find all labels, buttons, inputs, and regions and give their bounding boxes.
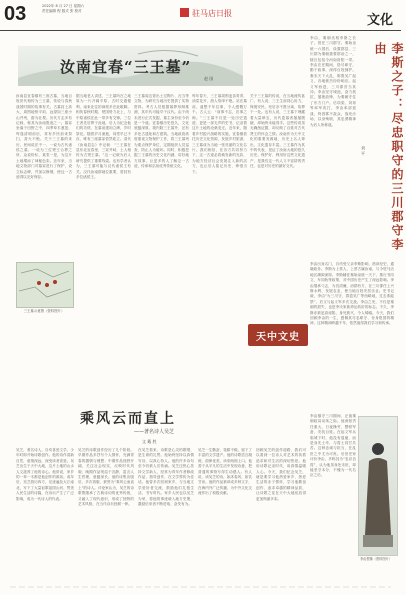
section-title: 文化 (366, 13, 393, 28)
right-col-3: 李由镇守三川期间，正值秦朝政局动荡之际。他深知责任重大，日夜操劳，整顿军备，安抚百姓。在起义军兵临城下时，他没有退缩，而是身先士卒，与将士同甘共苦。这种忠诚与担当，在乱世之中尤为可贵。后世史家评价李由，多称其为“忠臣良将”，认为他虽身处末世，却能坚守本分，不愧为一代名臣之后。 (310, 414, 356, 478)
footer-ornament (0, 583, 401, 591)
page-number: 03 (4, 3, 27, 25)
lead-title: 汝南宜春“三王墓” (60, 58, 192, 76)
masthead-title: 驻马店日报 (192, 9, 232, 18)
lead-col-5: 关于三王墓的传说，在当地流传甚广。有人说，三王生前同心协力，保境安民，死后亦不愿分离，故葬于一处。也有人说，三王墓下埋藏着大量珍宝，历代盗墓者屡屡觊觎，却始终未能得手。这些传说虽无确凿证据，却反映了百姓对古代贤王的怀念之情。汝南作为天中文化的重要发源地，历史上名人辈出，文化遗存丰富。三王墓作为其中的代表，见证了汝南大地的悠久历史。保护好、利用好这些文化遗产，是我们这一代人义不容辞的责任，也是对历史的最好交代。 (250, 94, 305, 169)
section-badge (248, 324, 308, 346)
feature-col-5: 回顾吴芝的创作道路，我们可以看到一位诗人对艺术的执着追求和对生活的深切热爱。他用诗歌记录时代，用真情温暖人心。今天，我们纪念吴芝，就是要学习他热爱家乡、热爱生活的赤子情怀，学习他勤奋创作、追求卓越的精神品质，让诗歌之花在天中大地绽放得更加绚丽多彩。 (256, 448, 306, 501)
feature-col-4: 吴芝一生勤奋，笔耕不辍，留下了丰富的文学遗产。他的诗歌语言凝练，韵律优美，读来朗朗上口。他善于从平凡的生活中发现诗意，把普通的事物写得生动感人。有人说，读吴芝的诗，如沐春风，如饮甘泉。他的作品被译成多种文字，在海内外广泛传播，为中外文化交流作出了积极贡献。 (198, 448, 252, 496)
issue-date-line: 2022年 8 月 27 日 星期六 (42, 4, 85, 8)
right-photo (358, 416, 398, 556)
lead-col-3: 三王墓周边曾出土过陶片、瓦当等文物，为研究当地历史提供了实物资料。考古人员根据墓葬形制推测，其年代可能早于汉代。由于尚未进行正式发掘，墓主身份至今仍是一个谜。宜春镇历史悠久，文化底蕴深厚，境内除三王墓外，还有多处古遗址和古建筑。当地政府高度重视文物保护工作，将三王墓列为重点保护单位，定期组织人员巡查，防止人为破坏。同时，积极挖掘三王墓的历史文化内涵，讲好地方故事，让更多的人了解这一古迹，传承和弘扬优秀传统文化。 (134, 94, 189, 169)
right-byline: 刘 平 (361, 146, 366, 156)
lead-title-banner (18, 46, 243, 86)
feature-title: 乘风云而直上 (80, 411, 176, 427)
issue-date (42, 4, 84, 14)
editor-line: 责任编辑 程 版式 张 校对 (42, 9, 82, 13)
masthead-logo (180, 4, 236, 16)
page-header (0, 0, 401, 31)
feature-subtitle: ——著名诗人吴芝 (134, 429, 175, 435)
lead-map (16, 262, 74, 308)
section-badge-label: 天中文史 (256, 332, 300, 343)
lead-col-2: 据当地老人讲述，三王墓所在之地原为一片开阔平原，古时交通便利，南来北往的商旅多在此歇脚。相传春秋时期，楚国势力北上，与中原诸侯在此一带多有交锋。三位王者先后葬于此地，后人为纪念他们的功绩，在墓前建祠立碑，岁时祭祀。随着岁月流逝，祠堂早已不存，唯有三座墓冢依然屹立。清代《汝南县志》中记载：“三王墓在县东北宜春里，三冢并峙，土人相传为古贤王墓。”这一记载为后人研究提供了重要线索。也有学者认为，三王墓可能与汉代诸侯王有关。汉代汝南郡地位重要，曾封有多位诸侯王。 (76, 94, 131, 180)
lead-col-1: 汝南县宜春镇有三座古墓，当地百姓世代相传为三王墓，传说与春秋战国时期的故事有关。古墓封土高大，周围地势平坦，远望如三座小山并列，蔚为壮观。历代方志多有记载，称其为汝南胜迹之一。墓冢坐落于田野之中，四季草木葱茏，每逢清明前后，常有乡民前来祭扫，香火不绝。关于三王墓的来历，民间说法不一，一说为古代诸侯之墓，一说为三位贤王合葬之所，众说纷纭，莫衷一是，为这片土地增添了神秘色彩。近年来，当地文物部门对墓冢进行了保护，设立标志碑，并加以修缮，使这一古迹得以完好保存。 (16, 94, 72, 180)
page-footer (0, 576, 401, 584)
statue-icon (359, 417, 397, 555)
feature-col-3: 在吴芝看来，诗歌是心灵的歌唱，是生命的礼赞。他始终坚持以真情写诗，以真心待人。他的许多诗句至今仍被人们传诵。吴芝还热心扶持文学新人，经常为青年作者修改作品，指导创作，在文学界传为佳话。他曾多次回到家乡，与当地文学爱好者交流，鼓励他们扎根生活，书写时代。家乡人民也以吴芝为荣，将他的事迹载入地方史册，激励后来者不断进取，奋发有为。 (138, 448, 194, 507)
map-caption: 三王墓示意图（资料图片） (23, 309, 65, 313)
feature-col-1: 吴芝，著名诗人，自幼喜爱文学，少年时即开始诗歌创作。他的诗作清新自然，意境深远，深受读者喜爱。吴芝出生于天中大地，这片土地的山水人文滋养了他的诗心。他常说，家乡的一草一木都是他创作的源泉。成年后，吴芝游历四方，足迹遍及大江南北，写下了大量讴歌祖国山河、赞美人民生活的诗篇，在诗坛产生了广泛影响，成为一代诗人的代表。 (16, 448, 74, 501)
feature-byline: 文 戴 胜 (142, 439, 157, 444)
right-photo-caption: 李由塑像（资料图片） (360, 557, 392, 561)
lead-byline: 赵 国 (204, 76, 214, 81)
map-icon (17, 263, 73, 307)
masthead-seal-icon (180, 7, 236, 19)
right-col-1: 李由，秦朝丞相李斯之长子，曾任三川郡守。秦始皇统一六国后，设置郡县，三川郡为秦朝重要郡治之一，辖区包括今河南洛阳一带。李由在任期间，恪尽职守，勤于政事，深得百姓拥护。秦末天下大乱，陈胜吴广起义，各地豪杰纷纷响应。起义军西进，三川郡首当其冲。李由坚守城池，奋力抵抗，屡挫敌锋，为秦朝守住了东方门户。后项梁、刘邦等率军攻打，李由率部迎战，终因寡不敌众，战死沙场，以身殉职，其忠勇精神为后人所称道。 (310, 36, 356, 127)
right-title: 李斯之子：尽忠职守的三川郡守李由 (373, 42, 404, 252)
feature-col-2: 吴芝的诗歌创作经历了几个阶段。早期作品多抒写个人情怀，充满青春的激情与理想；中期作品视野开阔，关注社会现实，反映时代风貌；晚期作品则趋于沉静，富含人生哲理，意蕴深长。他的诗集出版后，多次再版，被誉为“乘风云而直上”的诗人。评论家认为，吴芝的诗歌既继承了古典诗词的优秀传统，又融入了现代意识，形成了独特的艺术风格，在当代诗坛独树一帜。 (78, 448, 134, 507)
right-col-2: 李由出身名门，自幼受父亲李斯影响，熟读经史，通晓政务。李斯为上蔡人，上蔡古属汝南，与今驻马店地区渊源深厚。李斯辅佐秦始皇统一天下，推行书同文、车同轨等政策，对中国历史产生了深远影响。李由继承父志，为官清廉，治郡有方，在三川郡任上兴修水利，发展农业，使当地百姓安居乐业。史书记载，李由“为三川守，群盗吴广等西略地，过去弗能禁”，后又与起义军多次交战。李由之死，不仅是秦朝的损失，也是李氏家族命运转折的标志。不久，李斯亦被赵高诬陷，身死族灭，令人唏嘘。今天，我们回顾李由的一生，感佩其尽忠职守、舍身报国的精神，这种精神跨越千年，依然值得我们学习和传承。 (310, 262, 394, 326)
lead-col-4: 每年春天，三王墓周围麦苗青青，油菜花开，游人络绎不绝。站在墓前，遥想千年往事，令人感慨万千。古人云：“前事不忘，后事之师。”三王墓不仅是一处历史遗迹，更是一部无声的史书，记录着这片土地的沧桑变迁。近年来，随着乡村振兴战略的实施，宜春镇依托历史文化资源，发展乡村旅游，三王墓成为当地一张亮丽的文化名片。我们相信，在各方共同努力下，这一古迹必将焕发新的光彩，为地方经济社会发展注入新的活力，也让后人铭记历史、珍惜当下。 (192, 94, 247, 174)
